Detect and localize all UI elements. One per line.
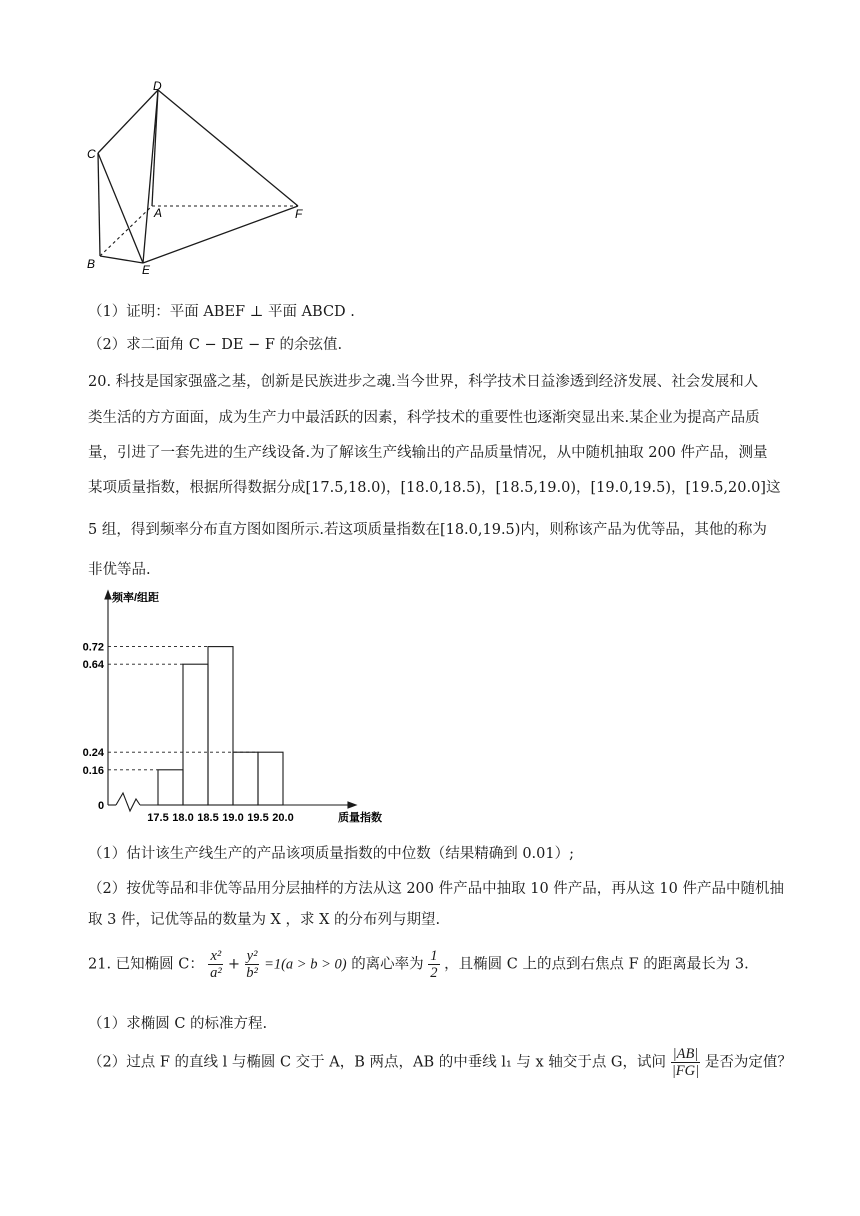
edge-BE (100, 256, 143, 263)
edge-DE (143, 90, 158, 263)
eq-rest: =1(a > b > 0) (264, 956, 347, 973)
q21-stem-suffix: ，且椭圆 C 上的点到右焦点 F 的距离最长为 3. (444, 956, 749, 973)
eq-num2: y² (246, 948, 258, 964)
y-tick-label: 0.64 (82, 659, 104, 672)
q19-part1: （1）证明：平面 ABEF ⊥ 平面 ABCD . (88, 304, 355, 320)
x-tick-label: 19.0 (222, 812, 244, 824)
q20-part2a: （2）按优等品和非优等品用分层抽样的方法从这 200 件产品中抽取 10 件产品，再从这 10 件产品中随机抽 (88, 881, 784, 897)
y-axis-arrow (105, 591, 111, 599)
q20-line3: 量，引进了一套先进的生产线设备.为了解该生产线输出的产品质量情况，从中随机抽取 200 件产品，测量 (88, 445, 768, 461)
q20-part2b: 取 3 件，记优等品的数量为 X ，求 X 的分布列与期望. (88, 912, 441, 928)
eccentricity-fraction (428, 948, 439, 981)
label-D: D (153, 79, 162, 93)
edge-DF (158, 90, 298, 206)
ratio-fraction (671, 1046, 701, 1079)
x-tick-label: 20.0 (272, 812, 294, 824)
x-axis-label: 质量指数 (338, 812, 382, 824)
histogram-bar (208, 647, 233, 805)
q21-stem (88, 948, 749, 981)
ecc-den: 2 (430, 965, 438, 981)
eq-den2: b² (246, 965, 258, 981)
y-tick-label: 0.72 (82, 641, 104, 654)
ratio-num: |AB| (672, 1046, 699, 1062)
q20-line2: 类生活的方方面面，成为生产力中最活跃的因素，科学技术的重要性也逐渐突显出来.某企业为提高产品质 (88, 410, 760, 426)
histogram-bar (158, 770, 183, 805)
eq-den1: a² (210, 965, 222, 981)
label-C: C (87, 147, 96, 161)
q21-part2-prefix: （2）过点 F 的直线 l 与椭圆 C 交于 A，B 两点，AB 的中垂线 l₁ 与 x 轴交于点 G，试问 (88, 1054, 667, 1071)
q21-part1: （1）求椭圆 C 的标准方程. (88, 1016, 268, 1032)
q20-line6: 非优等品. (88, 562, 151, 578)
q20-line4: 某项质量指数，根据所得数据分成[17.5,18.0)，[18.0,18.5)，[18.5,19.0)，[19.0,19.5)，[19.5,20.0]这 (88, 480, 781, 496)
x-tick-label: 18.0 (172, 812, 194, 824)
ecc-num: 1 (430, 948, 438, 964)
histogram-bar (183, 664, 208, 805)
ratio-den: |FG| (671, 1063, 700, 1079)
eq-plus: + (227, 956, 241, 973)
histogram-chart (82, 585, 388, 825)
q20-line5: 5 组，得到频率分布直方图如图所示.若这项质量指数在[18.0,19.5)内，则称该产品为优等品，其他的称为 (88, 522, 767, 538)
q21-part2 (88, 1046, 792, 1079)
edge-EF (143, 206, 298, 263)
axis-break (116, 793, 140, 811)
histogram-bar (233, 752, 258, 805)
x-axis-arrow (348, 802, 356, 808)
edge-DC (98, 90, 158, 153)
origin-label: 0 (98, 800, 105, 812)
edge-CB (98, 153, 100, 256)
edge-CE (98, 153, 143, 263)
x-tick-label: 17.5 (147, 812, 169, 824)
eq-num1: x² (210, 948, 222, 964)
label-B: B (87, 257, 96, 271)
q21-stem-mid: 的离心率为 (351, 956, 424, 973)
y-axis-label: 频率/组距 (112, 592, 160, 604)
eq-y-fraction (245, 948, 260, 981)
q19-part2: （2）求二面角 C − DE − F 的余弦值. (88, 337, 343, 353)
label-A: A (154, 206, 163, 220)
histogram-bar (258, 752, 283, 805)
q21-part2-suffix: 是否为定值？ (704, 1054, 792, 1071)
q20-part1: （1）估计该生产线生产的产品该项质量指数的中位数（结果精确到 0.01）; (88, 846, 575, 862)
q21-stem-prefix: 21. 已知椭圆 C： (88, 956, 204, 973)
geometry-figure (80, 78, 320, 278)
y-tick-label: 0.16 (82, 764, 104, 777)
label-E: E (142, 263, 151, 277)
label-F: F (295, 207, 303, 221)
eq-x-fraction (208, 948, 223, 981)
q20-line1: 20. 科技是国家强盛之基，创新是民族进步之魂.当今世界，科学技术日益渗透到经济发展、社会发展和人 (88, 374, 759, 390)
y-tick-label: 0.24 (82, 747, 104, 760)
x-tick-label: 18.5 (197, 812, 219, 824)
x-tick-label: 19.5 (247, 812, 269, 824)
